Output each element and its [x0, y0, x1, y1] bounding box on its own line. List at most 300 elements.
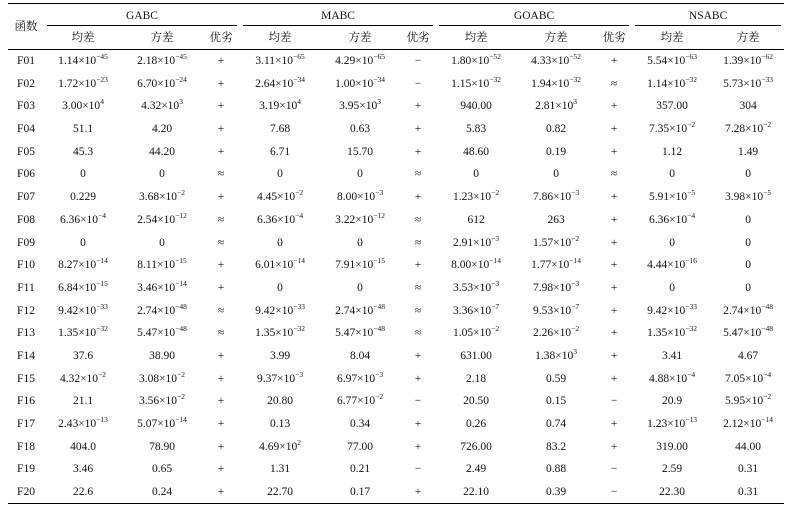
mantissa: 2.81×10 [535, 100, 574, 113]
exponent: −15 [174, 256, 187, 266]
function-id-cell: F16 [17, 395, 35, 408]
nsabc-variance-cell [712, 345, 784, 368]
mantissa: 4.29×10 [335, 55, 374, 68]
mabc-variance-cell [320, 322, 400, 345]
goabc-merit-cell: + [610, 123, 618, 136]
goabc-merit-cell: + [610, 418, 618, 431]
exponent: −2 [687, 120, 696, 130]
mantissa: 7.05×10 [725, 372, 764, 385]
goabc-mean-cell [436, 186, 516, 209]
mantissa: 2.49 [466, 463, 487, 476]
algo-header-mabc: MABC [240, 4, 436, 26]
nsabc-variance-cell [712, 232, 784, 255]
mantissa: 8.04 [349, 349, 371, 362]
mantissa: 22.10 [463, 486, 489, 499]
goabc-variance-cell [516, 300, 596, 323]
goabc-mean-cell [436, 300, 516, 323]
goabc-mean-cell [436, 436, 516, 459]
mantissa: 7.28×10 [725, 123, 764, 136]
gabc-merit-cell: + [217, 100, 225, 113]
exponent: −15 [373, 256, 385, 266]
gabc-variance-cell [122, 322, 202, 345]
mantissa: 48.60 [463, 145, 489, 158]
sub-header-variance: 方差 [348, 31, 372, 44]
exponent: −5 [687, 188, 696, 198]
table-row [8, 232, 784, 255]
mantissa: 5.91×10 [649, 191, 688, 204]
exponent: −2 [763, 120, 772, 130]
mabc-variance-cell [320, 300, 400, 323]
gabc-variance-cell [122, 163, 202, 186]
mantissa: 6.36×10 [256, 213, 296, 226]
mantissa: 2.74×10 [335, 304, 374, 317]
gabc-variance-cell [122, 73, 202, 96]
goabc-merit-cell: + [610, 191, 618, 204]
goabc-merit-cell: − [610, 486, 618, 499]
gabc-variance-cell [122, 254, 202, 277]
mantissa: 4.20 [151, 123, 173, 136]
nsabc-variance-cell [712, 186, 784, 209]
table-row [8, 141, 784, 164]
mantissa: 2.74×10 [137, 304, 176, 317]
mantissa: 4.32×10 [59, 372, 99, 385]
nsabc-mean-cell [632, 458, 712, 481]
gabc-variance-cell [122, 209, 202, 232]
mabc-merit-cell: ≈ [414, 236, 422, 249]
function-id-cell: F08 [17, 213, 35, 226]
mantissa: 7.86×10 [533, 191, 572, 204]
gabc-variance-cell [122, 481, 202, 504]
gabc-mean-cell [44, 300, 122, 323]
mabc-mean-cell [240, 458, 320, 481]
mantissa: 1.57×10 [533, 236, 572, 249]
gabc-mean-cell [44, 141, 122, 164]
goabc-variance-cell [516, 322, 596, 345]
nsabc-variance-cell [712, 481, 784, 504]
goabc-mean-cell [436, 277, 516, 300]
exponent: −14 [96, 256, 108, 266]
gabc-merit-cell: + [217, 440, 225, 453]
mantissa: 0 [277, 281, 283, 294]
mantissa: 6.36×10 [59, 213, 99, 226]
goabc-mean-cell [436, 413, 516, 436]
mantissa: 9.53×10 [533, 304, 572, 317]
exponent: −5 [763, 188, 772, 198]
function-header: 函数 [14, 20, 38, 33]
exponent: −14 [293, 256, 305, 266]
mantissa: 5.07×10 [137, 418, 176, 431]
mabc-merit-cell: − [414, 55, 422, 68]
mantissa: 15.70 [347, 145, 373, 158]
goabc-mean-cell [436, 50, 516, 73]
mabc-variance-cell [320, 413, 400, 436]
goabc-mean-cell [436, 345, 516, 368]
mabc-merit-cell: + [414, 191, 422, 204]
function-id-cell: F02 [17, 77, 35, 90]
function-id-cell: F07 [17, 191, 35, 204]
mabc-variance-cell [320, 186, 400, 209]
mantissa: 20.9 [662, 395, 683, 408]
exponent: −3 [295, 369, 304, 379]
exponent: −48 [761, 324, 773, 334]
algo-header-nsabc: NSABC [632, 4, 784, 26]
mantissa: 631.00 [460, 349, 492, 362]
function-id-cell: F05 [17, 145, 35, 158]
mantissa: 0.65 [151, 463, 173, 476]
mantissa: 0.24 [151, 486, 173, 499]
function-id-cell: F18 [17, 440, 35, 453]
goabc-variance-cell [516, 458, 596, 481]
exponent: −13 [685, 415, 697, 425]
exponent: −7 [491, 301, 500, 311]
nsabc-mean-cell [632, 95, 712, 118]
gabc-mean-cell [44, 186, 122, 209]
table-row [8, 368, 784, 391]
comparison-table [8, 4, 784, 504]
goabc-merit-cell: ≈ [610, 77, 618, 90]
mabc-mean-cell [240, 254, 320, 277]
exponent: −3 [491, 233, 500, 243]
goabc-merit-cell: ≈ [610, 168, 618, 181]
mantissa: 0.88 [546, 463, 567, 476]
exponent: 3 [573, 97, 577, 107]
mantissa: 2.64×10 [255, 77, 294, 90]
mantissa: 37.6 [72, 349, 94, 362]
mantissa: 1.23×10 [453, 191, 492, 204]
nsabc-variance-cell [712, 300, 784, 323]
exponent: −14 [489, 256, 501, 266]
exponent: −2 [571, 233, 580, 243]
mabc-mean-cell [240, 50, 320, 73]
mantissa: 0.39 [546, 486, 567, 499]
function-id-cell: F13 [17, 327, 35, 340]
mabc-merit-cell: + [414, 259, 422, 272]
goabc-variance-cell [516, 277, 596, 300]
goabc-merit-cell: + [610, 349, 618, 362]
mabc-variance-cell [320, 436, 400, 459]
mantissa: 3.19×10 [259, 100, 298, 113]
mantissa: 2.59 [662, 463, 683, 476]
mantissa: 0 [277, 168, 283, 181]
mantissa: 0.74 [546, 418, 567, 431]
mabc-merit-cell: + [414, 100, 422, 113]
mantissa: 0 [80, 236, 86, 249]
mantissa: 0 [277, 236, 283, 249]
exponent: −14 [761, 415, 773, 425]
exponent: −48 [175, 301, 187, 311]
nsabc-variance-cell [712, 73, 784, 96]
mantissa: 0.229 [70, 191, 96, 204]
gabc-merit-cell: ≈ [217, 327, 225, 340]
mabc-mean-cell [240, 141, 320, 164]
nsabc-mean-cell [632, 322, 712, 345]
nsabc-variance-cell [712, 118, 784, 141]
mantissa: 51.1 [72, 123, 94, 136]
mabc-mean-cell [240, 436, 320, 459]
exponent: −3 [491, 279, 500, 289]
mabc-mean-cell [240, 95, 320, 118]
mabc-variance-cell [320, 118, 400, 141]
gabc-mean-cell [44, 163, 122, 186]
function-id-cell: F01 [17, 55, 35, 68]
mabc-mean-cell [240, 481, 320, 504]
mantissa: 3.41 [662, 349, 683, 362]
mantissa: 22.30 [659, 486, 685, 499]
exponent: −48 [761, 301, 773, 311]
exponent: −48 [373, 301, 385, 311]
mantissa: 9.42×10 [255, 304, 294, 317]
gabc-mean-cell [44, 390, 122, 413]
table-row [8, 458, 784, 481]
nsabc-mean-cell [632, 413, 712, 436]
goabc-merit-cell: + [610, 100, 618, 113]
mantissa: 22.6 [72, 486, 94, 499]
sub-header-mean: 均差 [268, 31, 292, 44]
goabc-mean-cell [436, 232, 516, 255]
gabc-merit-cell: + [217, 259, 225, 272]
mantissa: 0.13 [269, 418, 291, 431]
table-row [8, 95, 784, 118]
goabc-mean-cell [436, 209, 516, 232]
mantissa: 2.91×10 [453, 236, 492, 249]
gabc-mean-cell [44, 209, 122, 232]
mabc-variance-cell [320, 141, 400, 164]
mantissa: 1.72×10 [58, 77, 97, 90]
mantissa: 3.11×10 [255, 55, 293, 68]
mantissa: 38.90 [149, 349, 175, 362]
gabc-variance-cell [122, 390, 202, 413]
sub-header-merit: 优劣 [602, 31, 626, 44]
mabc-merit-cell: ≈ [414, 281, 422, 294]
exponent: −32 [685, 324, 697, 334]
goabc-mean-cell [436, 322, 516, 345]
exponent: −4 [295, 211, 304, 220]
gabc-merit-cell: ≈ [217, 168, 225, 181]
mantissa: 3.95×10 [339, 100, 378, 113]
mabc-mean-cell [240, 368, 320, 391]
nsabc-variance-cell [712, 141, 784, 164]
exponent: −32 [293, 324, 305, 334]
mantissa: 0 [159, 168, 165, 181]
exponent: −52 [569, 52, 581, 62]
mantissa: 0 [669, 168, 675, 181]
mantissa: 5.54×10 [647, 55, 686, 68]
mantissa: 45.3 [72, 145, 94, 158]
mantissa: 0.26 [466, 418, 487, 431]
nsabc-variance-cell [712, 209, 784, 232]
exponent: −14 [175, 415, 187, 425]
mabc-merit-cell: ≈ [414, 213, 422, 226]
mantissa: 3.00×10 [62, 100, 101, 113]
mantissa: 0 [357, 168, 363, 181]
nsabc-variance-cell [712, 163, 784, 186]
mabc-merit-cell: + [414, 349, 422, 362]
mantissa: 2.54×10 [137, 213, 176, 226]
exponent: 2 [297, 437, 301, 447]
function-id-cell: F19 [17, 463, 35, 476]
gabc-variance-cell [122, 345, 202, 368]
mantissa: 3.08×10 [138, 372, 178, 385]
mantissa: 44.20 [149, 145, 175, 158]
gabc-mean-cell [44, 73, 122, 96]
mabc-mean-cell [240, 73, 320, 96]
exponent: −14 [175, 279, 187, 289]
mabc-variance-cell [320, 390, 400, 413]
mantissa: 3.99 [269, 349, 291, 362]
mantissa: 20.50 [463, 395, 489, 408]
mantissa: 5.95×10 [725, 395, 764, 408]
gabc-mean-cell [44, 345, 122, 368]
mantissa: 3.53×10 [453, 281, 492, 294]
mabc-variance-cell [320, 95, 400, 118]
table-row [8, 118, 784, 141]
mantissa: 8.27×10 [58, 259, 97, 272]
gabc-variance-cell [122, 232, 202, 255]
mantissa: 1.00×10 [335, 77, 374, 90]
exponent: −15 [96, 279, 108, 289]
mabc-mean-cell [240, 390, 320, 413]
function-id-cell: F15 [17, 372, 35, 385]
mantissa: 0 [745, 168, 751, 181]
gabc-variance-cell [122, 186, 202, 209]
exponent: −45 [96, 52, 108, 62]
nsabc-mean-cell [632, 254, 712, 277]
gabc-merit-cell: ≈ [217, 213, 225, 226]
goabc-variance-cell [516, 118, 596, 141]
algo-header-gabc: GABC [44, 4, 240, 26]
mabc-mean-cell [240, 209, 320, 232]
mantissa: 4.88×10 [649, 372, 688, 385]
mantissa: 6.84×10 [58, 281, 97, 294]
mabc-mean-cell [240, 118, 320, 141]
mantissa: 4.45×10 [256, 191, 296, 204]
nsabc-mean-cell [632, 300, 712, 323]
exponent: −12 [175, 211, 187, 220]
exponent: 3 [179, 97, 183, 107]
mantissa: 319.00 [656, 440, 688, 453]
gabc-variance-cell [122, 50, 202, 73]
mantissa: 0 [473, 168, 479, 181]
nsabc-variance-cell [712, 50, 784, 73]
mantissa: 263 [547, 213, 565, 226]
mantissa: 1.14×10 [647, 77, 686, 90]
gabc-merit-cell: + [217, 191, 225, 204]
mantissa: 0.59 [546, 372, 567, 385]
nsabc-mean-cell [632, 277, 712, 300]
mantissa: 1.12 [662, 145, 683, 158]
mabc-merit-cell: + [414, 418, 422, 431]
exponent: −3 [571, 188, 580, 198]
goabc-mean-cell [436, 368, 516, 391]
gabc-merit-cell: ≈ [217, 236, 225, 249]
mantissa: 0 [357, 236, 363, 249]
mantissa: 44.00 [735, 440, 761, 453]
mantissa: 2.18 [466, 372, 487, 385]
gabc-variance-cell [122, 277, 202, 300]
gabc-variance-cell [122, 118, 202, 141]
goabc-variance-cell [516, 368, 596, 391]
exponent: −2 [491, 188, 500, 198]
goabc-variance-cell [516, 436, 596, 459]
mantissa: 0 [745, 281, 751, 294]
goabc-variance-cell [516, 95, 596, 118]
mantissa: 940.00 [460, 100, 492, 113]
goabc-merit-cell: − [610, 463, 618, 476]
algo-header-goabc: GOABC [436, 4, 632, 26]
nsabc-mean-cell [632, 163, 712, 186]
exponent: −65 [373, 52, 385, 62]
gabc-mean-cell [44, 458, 122, 481]
mantissa: 22.70 [267, 486, 293, 499]
exponent: −12 [373, 211, 385, 220]
mantissa: 0 [159, 236, 165, 249]
mantissa: 9.42×10 [647, 304, 686, 317]
exponent: −4 [763, 369, 772, 379]
exponent: −32 [685, 74, 697, 84]
mabc-merit-cell: − [414, 463, 422, 476]
sub-header-variance: 方差 [150, 31, 174, 44]
gabc-mean-cell [44, 436, 122, 459]
mantissa: 1.80×10 [451, 55, 490, 68]
goabc-merit-cell: − [610, 395, 618, 408]
exponent: −3 [571, 279, 580, 289]
mabc-merit-cell: + [414, 486, 422, 499]
nsabc-mean-cell [632, 390, 712, 413]
mabc-variance-cell [320, 232, 400, 255]
mantissa: 0.17 [349, 486, 371, 499]
mantissa: 0 [669, 281, 675, 294]
gabc-mean-cell [44, 95, 122, 118]
mantissa: 6.77×10 [336, 395, 376, 408]
sub-header-mean: 均差 [660, 31, 684, 44]
mantissa: 83.2 [546, 440, 567, 453]
gabc-mean-cell [44, 277, 122, 300]
mantissa: 2.18×10 [137, 55, 176, 68]
mantissa: 2.74×10 [723, 304, 762, 317]
mabc-merit-cell: ≈ [414, 304, 422, 317]
nsabc-variance-cell [712, 413, 784, 436]
exponent: −3 [375, 188, 384, 198]
gabc-merit-cell: + [217, 486, 225, 499]
goabc-mean-cell [436, 118, 516, 141]
mantissa: 0 [357, 281, 363, 294]
exponent: −65 [293, 52, 305, 62]
goabc-mean-cell [436, 95, 516, 118]
mantissa: 4.32×10 [141, 100, 180, 113]
nsabc-mean-cell [632, 232, 712, 255]
exponent: −2 [98, 369, 107, 379]
gabc-merit-cell: + [217, 349, 225, 362]
gabc-mean-cell [44, 481, 122, 504]
exponent: −32 [489, 74, 501, 84]
goabc-variance-cell [516, 390, 596, 413]
goabc-mean-cell [436, 390, 516, 413]
exponent: −62 [761, 52, 773, 62]
mantissa: 726.00 [460, 440, 492, 453]
mabc-variance-cell [320, 277, 400, 300]
mantissa: 2.26×10 [533, 327, 572, 340]
table-row [8, 277, 784, 300]
nsabc-mean-cell [632, 345, 712, 368]
exponent: −4 [687, 369, 696, 379]
gabc-mean-cell [44, 368, 122, 391]
sub-header-variance: 方差 [736, 31, 760, 44]
exponent: −2 [491, 324, 500, 334]
exponent: −63 [685, 52, 697, 62]
nsabc-mean-cell [632, 481, 712, 504]
mantissa: 3.22×10 [335, 213, 374, 226]
mantissa: 3.68×10 [138, 191, 178, 204]
